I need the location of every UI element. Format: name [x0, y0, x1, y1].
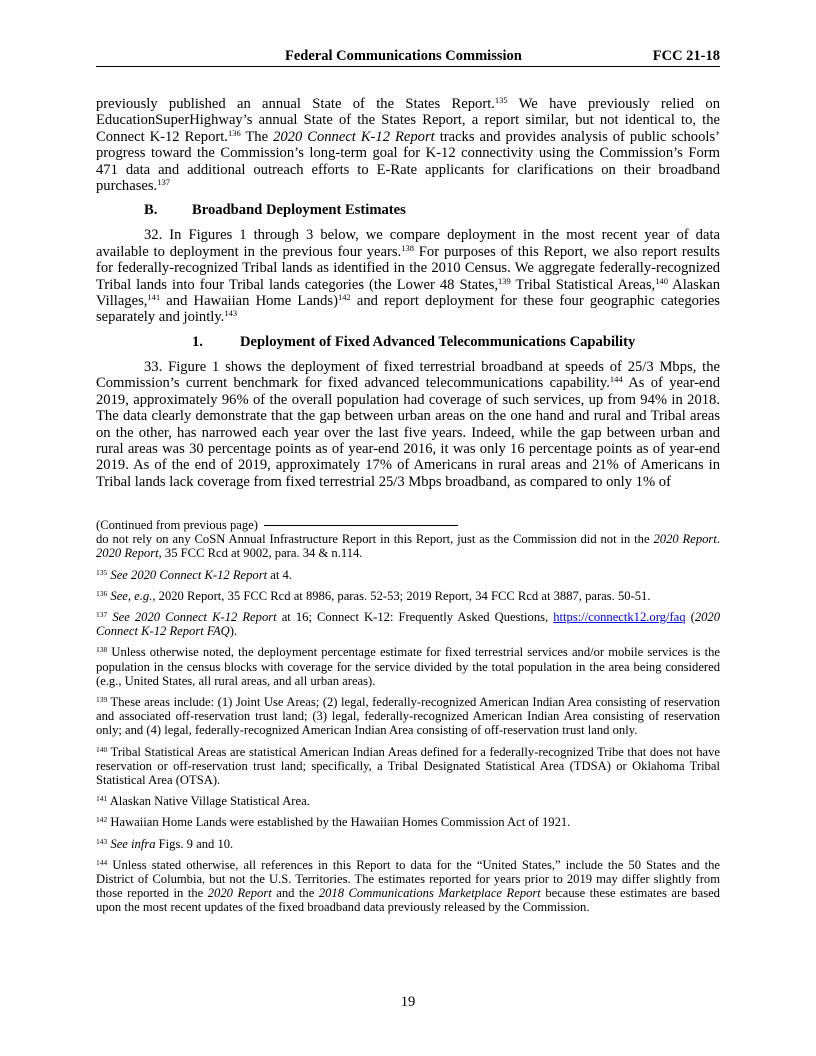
section-heading-label: B.	[144, 202, 158, 219]
page-header	[96, 48, 720, 67]
subsection-heading-text: Deployment of Fixed Advanced Telecommunications Capability	[240, 333, 636, 350]
paragraph-33: 33. Figure 1 shows the deployment of fixed terrestrial broadband at speeds of 25/3 Mbps, the Commission’s current benchmark for fixed advanced telecommunications capability.$^{144}$ As of year-end 2019, approximately 96% of the overall population had coverage of such services, up from 94% in 2018. The data clearly demonstrate that the gap between urban areas on the one hand and rural and Tribal areas on the other, has narrowed each year over the last five years. Indeed, while the gap between urban and rural areas was 30 percentage points as of year-end 2016, it was only 16 percentage points as of year-end 2019. As of the end of 2019, approximately 17% of Americans in rural areas and 21% of Americans in Tribal lands lack coverage from fixed terrestrial 25/3 Mbps broadband, as compared to only 1% of	[96, 358, 721, 490]
footnote-136: $^{136}$ See, e.g., 2020 Report, 35 FCC Rcd at 8986, paras. 52-53; 2019 Report, 34 FCC Rcd at 3887, paras. 50-51.	[96, 588, 651, 603]
footnote-separator	[264, 525, 458, 526]
subsection-heading-1	[96, 334, 720, 351]
subsection-heading-label: 1.	[192, 333, 203, 350]
page-number: 19	[400, 994, 416, 1010]
footnote-135: $^{135}$ See 2020 Connect K-12 Report at 4.	[96, 567, 292, 582]
paragraph-32: 32. In Figures 1 through 3 below, we compare deployment in the most recent year of data available to deployment in the previous four years.$^{138}$ For purposes of this Report, we also report results for federally-recognized Tribal lands as identified in the 2010 Census. We aggregate federally-recognized Tribal lands into four Tribal lands categories (the Lower 48 States,$^{139}$ Tribal Statistical Areas,$^{140}$ Alaskan Villages,$^{141}$ and Hawaiian Home Lands)$^{142}$ and report deployment for these four geographic categories separately and jointly.$^{143}$	[96, 227, 721, 326]
footnote-ref-137[interactable]: 137	[157, 177, 170, 188]
footnote-143: $^{143}$ See infra Figs. 9 and 10.	[96, 836, 234, 851]
footnote-144: $^{144}$ Unless stated otherwise, all references in this Report to data for the “United States,” include the 50 States and the District of Columbia, but not the U.S. Territories. The estimates reported for years prior to 2019 may differ slightly from those reported in the 2020 Report and the 2018 Communications Marketplace Report because these estimates are based upon the most recent updates of the fixed broadband data previously released by the Commission.	[96, 857, 720, 915]
header-document-number: FCC 21-18	[652, 48, 720, 64]
paragraph-intro: previously published an annual State of the States Report.$^{135}$ We have previously relied on EducationSuperHighway’s annual State of the States Report, a report similar, but not identical to, the Connect K-12 Report.$^{136}$ The 2020 Connect K-12 Report tracks and provides analysis of public schools’ progress toward the Commission’s long-term goal for K-12 connectivity using the Commission’s Form 471 data and additional outreach efforts to E-Rate applicants for clarifications on their broadband purchases.$^{137}$	[96, 95, 720, 195]
footnote-140: $^{140}$ Tribal Statistical Areas are statistical American Indian Areas defined for a federally-recognized Tribe that does not have reservation or off-reservation trust land; specifically, a Tribal Designated Statistical Area (TDSA) or Oklahoma Tribal Statistical Area (OTSA).	[96, 744, 720, 788]
section-heading-text: Broadband Deployment Estimates	[192, 202, 406, 219]
footnote-ref-144[interactable]: 144	[609, 374, 623, 385]
footnote-138: $^{138}$ Unless otherwise noted, the deployment percentage estimate for fixed terrestrial services and/or mobile services is the population in the census blocks with coverage for the service divided by the total population in the area being considered (e.g., United States, all rural areas, and all urban areas).	[96, 645, 720, 688]
footnote-ref-136[interactable]: 136	[227, 127, 241, 138]
footnote-continued: (Continued from previous page) do not rely on any CoSN Annual Infrastructure Report in this Report, just as the Commission did not in the 2020 Report. 2020 Report, 35 FCC Rcd at 9002, para. 34 & n.114.	[96, 518, 720, 561]
paragraph-number: 33.	[144, 358, 163, 375]
footnote-139: $^{139}$ These areas include: (1) Joint Use Areas; (2) legal, federally-recognized American Indian Area consisting of reservation and associated off-reservation trust land; (3) legal, federally-recognized American Indian Area consisting of reservation only; and (4) legal, federally-recognized American Indian Area consisting of off-reservation trust land only.	[96, 695, 720, 738]
connectk12-faq-link[interactable]: https://connectk12.org/faq	[553, 610, 686, 625]
paragraph-number: 32.	[144, 227, 163, 244]
continued-label: (Continued from previous page)	[96, 518, 258, 532]
footnote-142: $^{142}$ Hawaiian Home Lands were established by the Hawaiian Homes Commission Act of 1921.	[96, 815, 571, 830]
footnote-ref-135[interactable]: 135	[494, 95, 508, 105]
footnote-ref-141[interactable]: 141	[147, 292, 161, 303]
header-agency: Federal Communications Commission	[285, 48, 522, 64]
footnote-ref-139[interactable]: 139	[498, 275, 511, 286]
footnote-ref-140[interactable]: 140	[655, 275, 668, 286]
footnotes	[96, 518, 720, 922]
footnote-137: $^{137}$ See 2020 Connect K-12 Report at 16; Connect K-12: Frequently Asked Questions, https://connectk12.org/faq (2020 Connect K-12 Report FAQ).	[96, 610, 721, 639]
footnote-ref-143[interactable]: 143	[224, 308, 238, 319]
footnote-ref-138[interactable]: 138	[401, 242, 414, 253]
footnote-ref-142[interactable]: 142	[337, 292, 351, 303]
main-text	[96, 96, 720, 490]
footnote-141: $^{141}$ Alaskan Native Village Statistical Area.	[96, 794, 310, 809]
section-heading-b	[96, 202, 720, 219]
